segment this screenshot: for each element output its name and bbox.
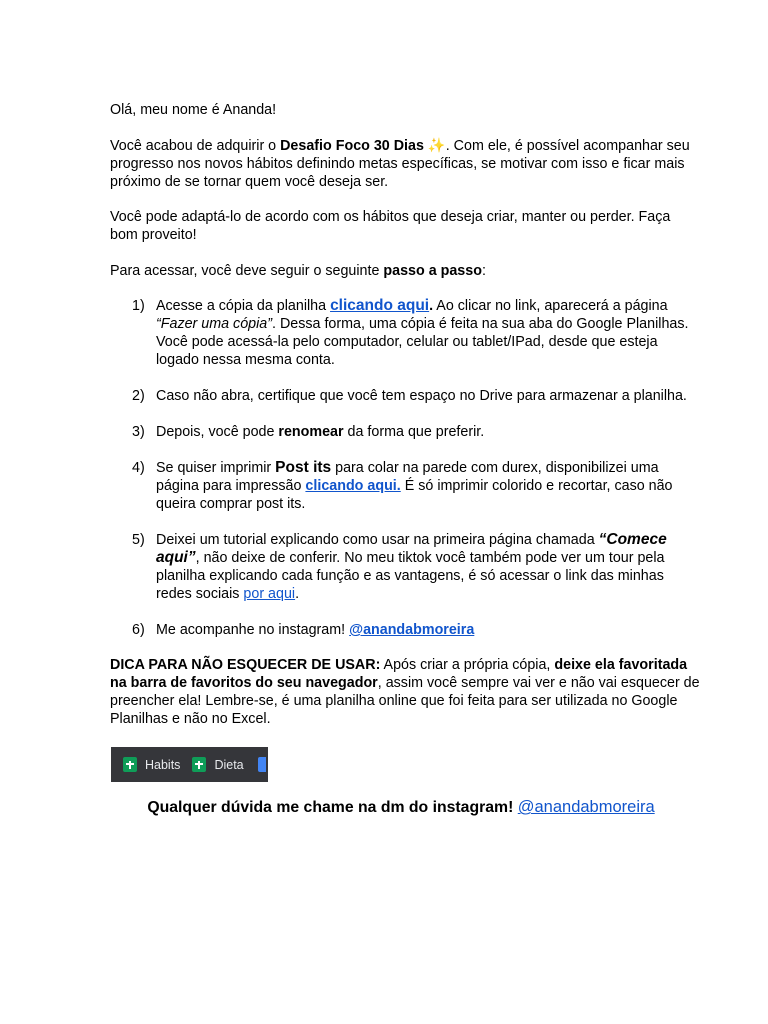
- footer-contact: [0, 798, 768, 817]
- intro-text-pre: Você acabou de adquirir o: [110, 138, 281, 154]
- step-text: Me acompanhe no instagram!: [156, 622, 350, 638]
- step-bold: renomear: [278, 424, 344, 440]
- spacer: [110, 369, 700, 387]
- list-item: [110, 387, 700, 405]
- bookmark-label: Dieta: [214, 757, 244, 772]
- step-number: 5): [132, 532, 145, 548]
- step-text: Caso não abra, certifique que você tem espaço no Drive para armazenar a planilha.: [156, 388, 687, 404]
- intro-paragraph: [110, 137, 700, 191]
- tip-label: DICA PARA NÃO ESQUECER DE USAR:: [110, 657, 381, 673]
- spacer: [110, 441, 700, 459]
- bookmark-dieta[interactable]: [192, 756, 243, 774]
- footer-text: Qualquer dúvida me chame na dm do instagram!: [147, 799, 518, 816]
- bookmarks-bar-image: [111, 747, 268, 782]
- copy-sheet-link[interactable]: clicando aqui: [330, 297, 430, 314]
- step-italic: “Fazer uma cópia”: [156, 316, 273, 332]
- bookmark-label: Habits: [145, 757, 181, 772]
- tip-paragraph: [110, 656, 700, 728]
- access-text-pre: Para acessar, você deve seguir o seguinte: [110, 263, 384, 279]
- step-number: 2): [132, 388, 145, 404]
- spacer: [110, 603, 700, 621]
- google-sheets-icon: [192, 757, 206, 772]
- step-number: 3): [132, 424, 145, 440]
- tip-bold: deixe ela favoritada na barra de favoritos do seu navegador: [110, 657, 688, 691]
- step-text: Acesse a cópia da planilha: [156, 298, 331, 314]
- instagram-link[interactable]: @anandabmoreira: [349, 622, 475, 638]
- spacer: [110, 513, 700, 531]
- step-text: Se quiser imprimir: [156, 460, 276, 476]
- access-bold: passo a passo: [383, 263, 482, 279]
- step-text: Ao clicar no link, aparecerá a página: [433, 298, 668, 314]
- list-item: [110, 423, 700, 441]
- list-item: [110, 621, 700, 639]
- social-links-link[interactable]: por aqui: [243, 586, 296, 602]
- step-text: É só imprimir colorido e recortar, caso não queira comprar post its.: [156, 478, 673, 512]
- list-item: [110, 459, 700, 513]
- steps-list: [110, 297, 700, 639]
- list-item: [110, 297, 700, 369]
- sparkle-icon: ✨: [427, 138, 446, 154]
- adapt-paragraph: Você pode adaptá-lo de acordo com os hábitos que deseja criar, manter ou perder. Faça bom proveito!: [110, 209, 671, 243]
- step-text: da forma que preferir.: [343, 424, 485, 440]
- greeting: Olá, meu nome é Ananda!: [110, 102, 277, 118]
- step-text: para colar na parede com durex, disponibilizei uma página para impressão: [156, 460, 659, 494]
- step-number: 1): [132, 298, 145, 314]
- step-text: Deixei um tutorial explicando como usar na primeira página chamada: [156, 532, 599, 548]
- intro-text-post: . Com ele, é possível acompanhar seu progresso nos novos hábitos definindo metas específicas, se motivar com isso e ficar mais próximo de se tornar quem você deseja ser.: [110, 138, 690, 190]
- step-bold: Post its: [275, 459, 332, 476]
- spacer: [110, 405, 700, 423]
- step-text: Depois, você pode: [156, 424, 279, 440]
- google-sheets-icon: [123, 757, 137, 772]
- footer-instagram-link[interactable]: @anandabmoreira: [517, 798, 655, 816]
- step-text: , não deixe de conferir. No meu tiktok você também pode ver um tour pela planilha explicando cada função e as vantagens, é só acessar o link das minhas redes sociais: [156, 550, 665, 602]
- step-number: 6): [132, 622, 145, 638]
- step-number: 4): [132, 460, 145, 476]
- product-name: Desafio Foco 30 Dias: [280, 138, 424, 154]
- step-text: .: [295, 586, 300, 602]
- bookmark-habits[interactable]: [123, 756, 180, 774]
- list-item: [110, 531, 700, 603]
- access-paragraph: [110, 262, 700, 280]
- step-bold-italic: “Comece aqui”: [156, 531, 667, 566]
- print-postits-link[interactable]: clicando aqui.: [305, 478, 401, 494]
- step-text: . Dessa forma, uma cópia é feita na sua aba do Google Planilhas. Você pode acessá-la pelo computador, celular ou tablet/IPad, desde que esteja logado nessa mesma conta.: [156, 316, 689, 368]
- tip-text: Após criar a própria cópia,: [380, 657, 555, 673]
- step-text: .: [429, 298, 434, 314]
- access-text-post: :: [481, 263, 486, 279]
- tip-text: , assim você sempre vai ver e não vai esquecer de preencher ela! Lembre-se, é uma planilha online que foi feita para ser utilizada no Google Planilhas e não no Excel.: [110, 675, 700, 727]
- google-docs-icon: [258, 757, 266, 772]
